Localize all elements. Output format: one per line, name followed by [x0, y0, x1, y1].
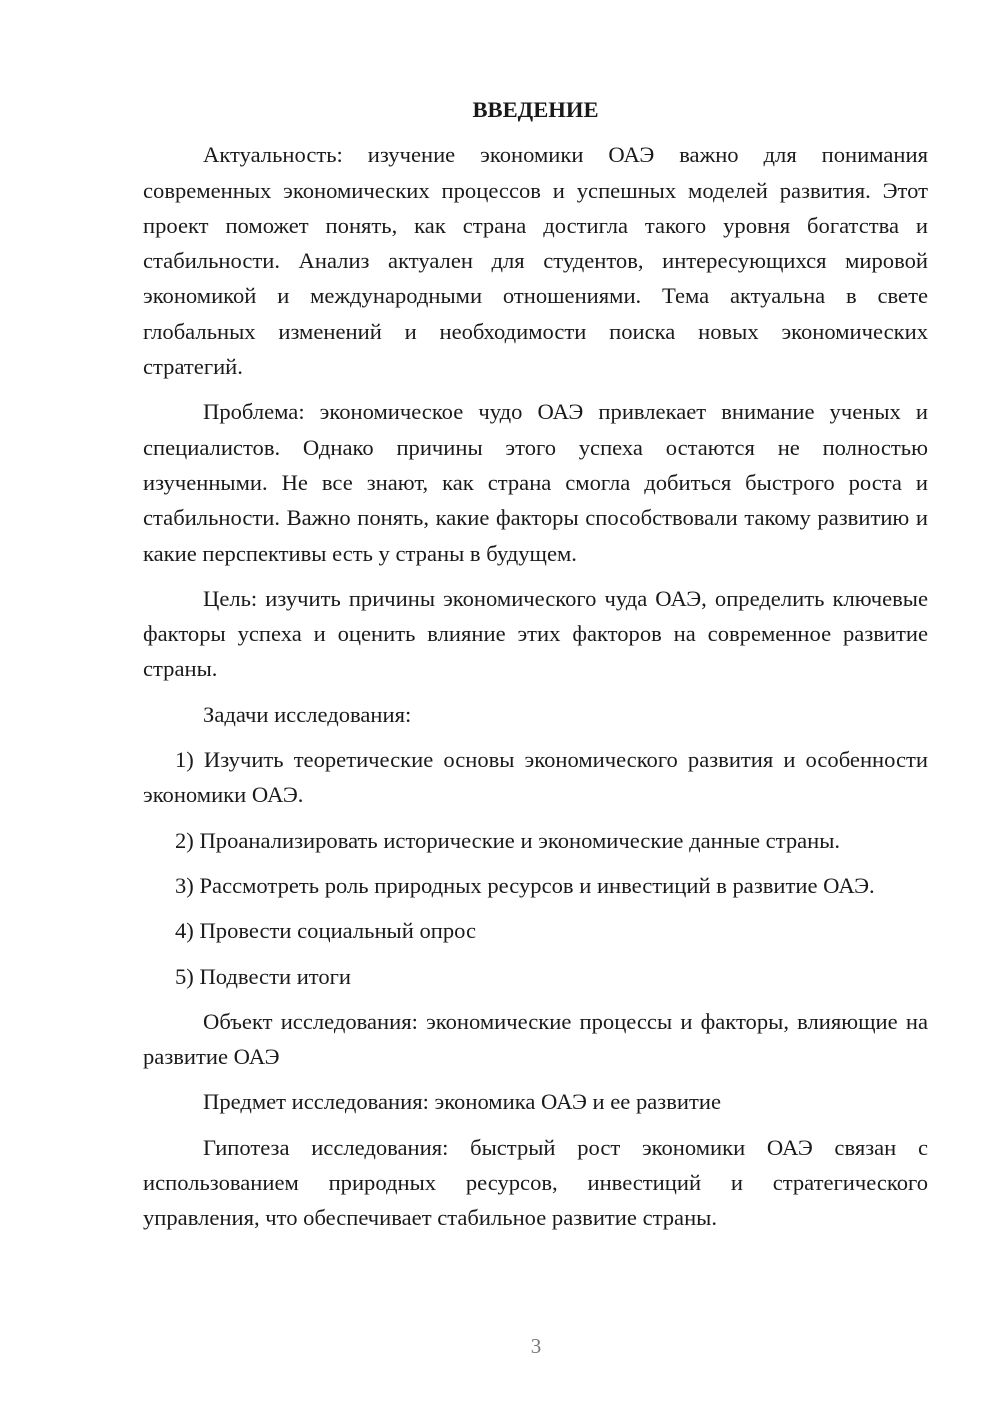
hypothesis-paragraph: Гипотеза исследования: быстрый рост экономики ОАЭ связан с использованием природных ресурсов, инвестиций и стратегического управления, что обеспечивает стабильное развитие страны.	[143, 1134, 928, 1231]
section-title: ВВЕДЕНИЕ	[472, 97, 599, 122]
task-item-3: 3) Рассмотреть роль природных ресурсов и инвестиций в развитие ОАЭ.	[175, 872, 875, 898]
goal-paragraph: Цель: изучить причины экономического чуда ОАЭ, определить ключевые факторы успеха и оценить влияние этих факторов на современное развитие страны.	[143, 585, 928, 682]
relevance-paragraph: Актуальность: изучение экономики ОАЭ важно для понимания современных экономических процессов и успешных моделей развития. Этот проект поможет понять, как страна достигла такого уровня богатства и стабильности. Анализ актуален для студентов, интересующихся мировой экономикой и международными отношениями. Тема актуальна в свете глобальных изменений и необходимости поиска новых экономических стратегий.	[143, 142, 928, 380]
task-item-2: 2) Проанализировать исторические и экономические данные страны.	[175, 827, 841, 853]
page-number: 3	[530, 1334, 542, 1358]
problem-paragraph: Проблема: экономическое чудо ОАЭ привлекает внимание ученых и специалистов. Однако причины этого успеха остаются не полностью изученными. Не все знают, как страна смогла добиться быстрого роста и стабильности. Важно понять, какие факторы способствовали такому развитию и какие перспективы есть у страны в будущем.	[143, 399, 928, 566]
task-item-1: 1) Изучить теоретические основы экономического развития и особенности экономики ОАЭ.	[143, 747, 928, 808]
object-paragraph: Объект исследования: экономические процессы и факторы, влияющие на развитие ОАЭ	[143, 1008, 928, 1070]
subject-paragraph: Предмет исследования: экономика ОАЭ и ее развитие	[203, 1089, 721, 1115]
tasks-heading: Задачи исследования:	[203, 701, 412, 727]
task-item-5: 5) Подвести итоги	[175, 963, 352, 989]
document-page	[143, 92, 928, 1246]
task-item-4: 4) Провести социальный опрос	[175, 918, 477, 944]
